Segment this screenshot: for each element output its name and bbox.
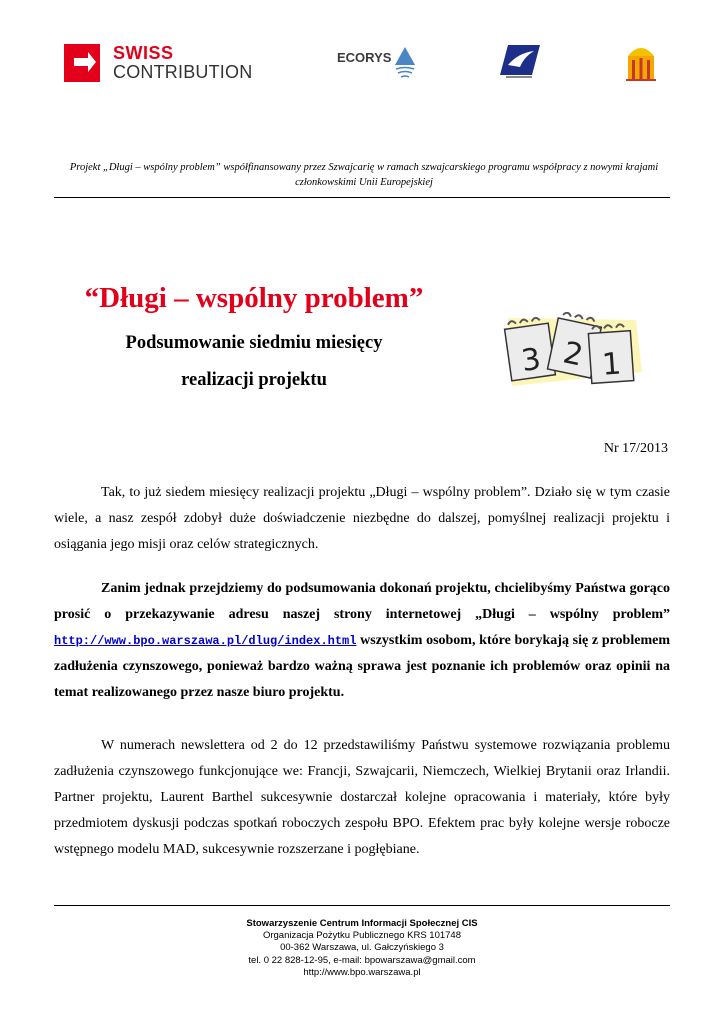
calendar-digit-2: 2 [560,335,587,374]
header-divider [54,197,670,198]
project-website-link[interactable]: http://www.bpo.warszawa.pl/dlug/index.html [54,634,357,648]
document-title: “Długi – wspólny problem” [84,282,424,314]
subtitle-line-2: realizacji projektu [181,370,327,390]
footer-address: 00-362 Warszawa, ul. Gałczyńskiego 3 [280,942,444,954]
footer [54,918,670,979]
swiss-logo-line2: CONTRIBUTION [113,62,253,82]
calendar-digit-3: 3 [519,341,544,380]
paragraph-newsletter-text: W numerach newslettera od 2 do 12 przedstawiliśmy Państwu systemowe rozwiązania problemu zadłużenia czynszowego funkcjonujące we: Francji, Szwajcarii, Niemczech, Wielkiej Brytanii oraz Irlandii. Partner projektu, Laurent Barthel sukcesywnie dostarczał kolejne opracowania i materiały, które były przedmiotem dyskusji podczas spotkań roboczych zespołu BPO. Efektem prac były kolejne wersje robocze wstępnego modelu MAD, sukcesywnie rozszerzane i pogłębiane. [54,738,670,857]
swiss-cross-icon [64,44,100,82]
swiss-logo-line1: SWISS [113,43,174,63]
paragraph-intro [54,480,670,558]
paragraph-intro-text: Tak, to już siedem miesięcy realizacji projektu „Długi – wspólny problem”. Działo się w tym czasie wiele, a nasz zespół zdobył duże doświadczenie niezbędne do dalszej, pomyślnej realizacji projektu i osiągania jego misji oraz celów strategicznych. [54,485,670,552]
ecorys-triangle-icon [393,45,417,81]
ecorys-logo-text: ECORYS [337,50,392,65]
footer-website: http://www.bpo.warszawa.pl [303,966,421,978]
paragraph-newsletter-summary [54,733,670,863]
bird-emblem-logo [498,43,542,79]
footer-contact: tel. 0 22 828-12-95, e-mail: bpowarszawa@gmail.com [248,954,476,966]
footer-organization-name: Stowarzyszenie Centrum Informacji Społecznej CIS [246,918,478,929]
swiss-contribution-logo [64,44,264,86]
footer-divider [54,905,670,906]
paragraph-request-text-start: Zanim jednak przejdziemy do podsumowania dokonań projektu, chcielibyśmy Państwa gorąco prosić o przekazywanie adresu naszej strony internetowej „Długi – wspólny problem” [54,581,670,622]
calendar-digit-1: 1 [600,346,623,383]
footer-krs: Organizacja Pożytku Publicznego KRS 101748 [262,930,462,942]
ecorys-logo [337,45,417,87]
paragraph-request [54,576,670,706]
subtitle-line-1: Podsumowanie siedmiu miesięcy [125,333,383,353]
calendar-pages-illustration [500,312,646,392]
issue-number: Nr 17/2013 [603,441,668,456]
paragraph-request-text-end: wszystkim osobom, które borykają się z problemem zadłużenia czynszowego, ponieważ bardzo ważną sprawa jest poznanie ich problemów oraz opinii na temat realizowanego przez nasze biuro projektu. [54,633,670,700]
project-funding-note: Projekt „Długi – wspólny problem” współfinansowany przez Szwajcarię w ramach szwajcarskiego programu współpracy z nowymi krajami członkowskimi Unii Europejskiej [69,162,659,188]
tree-emblem-logo [624,42,658,84]
